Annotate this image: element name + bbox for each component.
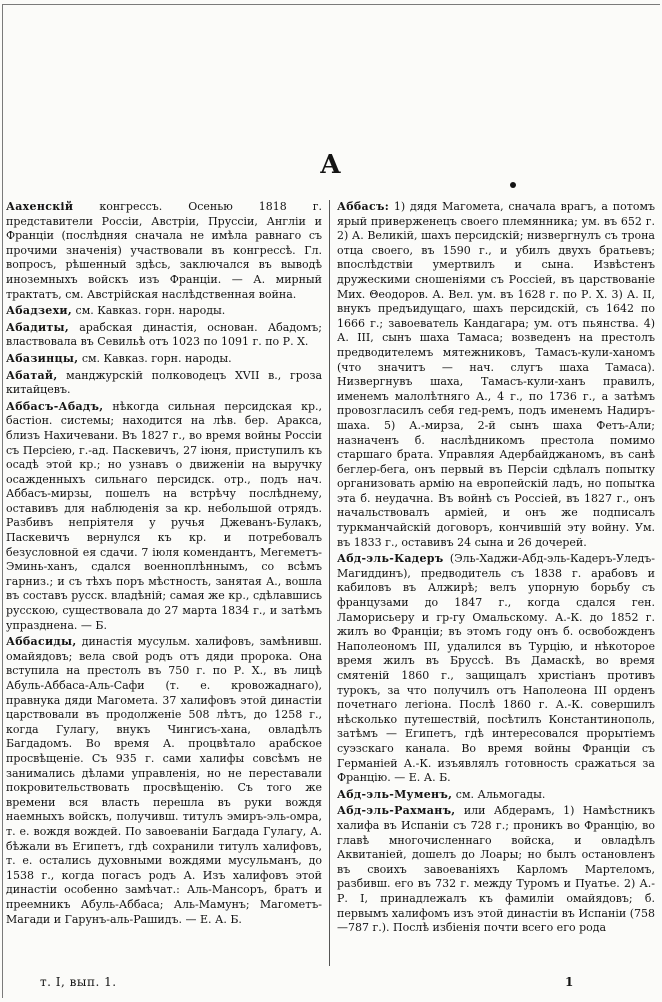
letter-heading: А: [319, 150, 343, 180]
entry-text: см. Кавказ. горн. народы.: [72, 304, 226, 318]
headword: Абадиты,: [6, 320, 69, 334]
headword: Аахенскій: [6, 200, 74, 213]
headword: Аббасъ-Абадъ,: [6, 399, 104, 413]
volume-footer: т. I, вып. 1.: [40, 975, 117, 989]
entry-text: или Абдерамъ, 1) Намѣстникъ халифа въ Испаніи съ 728 г.; проникъ во Францію, во главѣ многочисленнаго войска, и овладѣлъ Аквитаніей, дошелъ до Лоары; но былъ остановленъ въ своихъ завоеваніяхъ Карломъ Мартеломъ, разбивш. его въ 732 г. между Туромъ и Пуатье. 2) А.-Р. I, принадлежалъ къ фамиліи омайядовъ; б. первымъ халифомъ изъ этой династіи въ Испаніи (758—787 г.). Послѣ избіенія почти всего его рода: [337, 804, 655, 935]
right-column: [337, 200, 655, 968]
left-column: [6, 200, 322, 968]
entry-text: 1) дядя Магомета, сначала врагъ, а потомъ ярый приверженецъ своего племянника; ум. въ 652 г. 2) А. Великій, шахъ персидскій; низвергнулъ съ трона отца своего, въ 1590 г., и убилъ двухъ братьевъ; впослѣдствіи умертвилъ и сына. Извѣстенъ дружескими сношеніями съ Россіей, въ царствованіе Мих. Θеодоров. А. Вел. ум. въ 1628 г. по Р. Х. 3) А. II, внукъ предъидущаго, шахъ персидскій, съ 1642 по 1666 г.; завоеватель Кандагара; ум. отъ пьянства. 4) А. III, сынъ шаха Тамаса; возведенъ на престолъ предводителемъ мятежниковъ, Тамасъ-кули-ханомъ (что значитъ — нач. слугъ шаха Тамаса). Низвергнувъ шаха, Тамасъ-кули-ханъ правилъ, именемъ малолѣтняго А., 4 г., по 1736 г., а затѣмъ провозгласилъ себя гед-ремъ, подъ именемъ Надиръ-шаха. 5) А.-мирза, 2-й сынъ шаха Фетъ-Али; назначенъ б. наслѣдникомъ престола помимо старшаго брата. Управляя Адербайджаномъ, въ санѣ беглер-бега, онъ первый въ Персіи сдѣлалъ попытку организовать армію на европейскій ладъ, но попытка эта б. неудачна. Въ войнѣ съ Россіей, въ 1827 г., онъ начальствовалъ арміей, и онъ же подписалъ туркманчайскій договоръ, кончившій эту войну. Ум. въ 1833 г., оставивъ 24 сына и 26 дочерей.: [337, 200, 655, 549]
entry-text: (Эль-Хаджи-Абд-эль-Кадеръ-Уледъ-Магиддинъ), предводитель съ 1838 г. арабовъ и кабиловъ въ Алжирѣ; велъ упорную борьбу съ французами до 1847 г., когда сдался ген. Ламорисьеру и гр-гу Омальскому. А.-К. до 1852 г. жилъ во Франціи; въ этомъ году онъ б. освобожденъ Наполеономъ III, удалился въ Турцію, и нѣкоторое время жилъ въ Бруссѣ. Въ Дамаскѣ, во время смятеній 1860 г., защищалъ христіанъ противъ турокъ, за что получилъ отъ Наполеона III орденъ почетнаго легіона. Послѣ 1860 г. А.-К. совершилъ нѣсколько путешествій, посѣтилъ Константинополь, затѣмъ — Египетъ, гдѣ интересовался прорытіемъ суэзскаго канала. Во время войны Франціи съ Германіей А.-К. изъявлялъ готовность сражаться за Францію. — Е. А. Б.: [337, 552, 655, 785]
entry-text: см. Кавказ. горн. народы.: [78, 351, 232, 365]
entry-abd-el-kader: [337, 552, 655, 786]
entry-text: династія мусульм. халифовъ, замѣнивш. омайядовъ; вела свой родъ отъ дяди пророка. Она вступила на престолъ въ 750 г. по Р. Х., въ лицѣ Абуль-Аббаса-Аль-Сафи (т. е. кровожаднаго), правнука дяди Магомета. 37 халифовъ этой династіи царствовали въ продолженіе 508 лѣтъ, до 1258 г., когда Гулагу, внукъ Чингисъ-хана, овладѣлъ Багдадомъ. Во время А. процвѣтало арабское просвѣщеніе. Съ 935 г. сами халифы совсѣмъ не занимались дѣлами управленія, но не переставали покровительствовать просвѣщенію. Съ того же времени вся власть перешла въ руки вождя наемныхъ войскъ, получивш. титулъ эмиръ-эль-омра, т. е. вождя вождей. По завоеваніи Багдада Гулагу, А. бѣжали въ Египетъ, гдѣ сохранили титулъ халифовъ, т. е. остались духовными вождями мусульманъ, до 1538 г., когда погасъ родъ А. Изъ халифовъ этой династіи особенно замѣчат.: Аль-Мансоръ, братъ и преемникъ Абуль-Аббаса; Аль-Мамунъ; Магометъ-Магади и Гарунъ-аль-Рашидъ. — Е. А. Б.: [6, 635, 322, 926]
entry-abbas-abad: [6, 400, 322, 634]
entry-abbasids: [6, 635, 322, 927]
entry-text: арабская династія, основан. Абадомъ; властвовала въ Севильѣ отъ 1023 по 1091 г. по Р. Х.: [6, 320, 322, 349]
headword: Абатай,: [6, 368, 58, 382]
headword: Аббасъ:: [337, 200, 390, 213]
headword: Абд-эль-Кадеръ: [337, 552, 444, 566]
headword: Абадзехи,: [6, 304, 73, 318]
headword: Абд-эль-Рахманъ,: [337, 804, 456, 818]
entry-abazintsy: [6, 352, 322, 367]
entry-abadzekhi: [6, 304, 322, 319]
entry-text: конгрессъ. Осенью 1818 г. представители Россіи, Австріи, Пруссіи, Англіи и Франціи (послѣдняя сначала не имѣла равнаго съ прочими значенія) участвовали въ конгрессѣ. Гл. вопросъ, рѣшенный здѣсь, заключался въ выводѣ иноземныхъ войскъ изъ Франціи. — А. мирный трактатъ, см. Австрійская наслѣдственная война.: [6, 200, 322, 301]
ink-dot: [510, 182, 516, 188]
page-number: 1: [565, 975, 574, 989]
entry-abadity: [6, 321, 322, 350]
headword: Абд-эль-Муменъ,: [337, 787, 453, 801]
entry-text: манджурскій полководецъ XVII в., гроза китайцевъ.: [6, 368, 322, 397]
entry-text: нѣкогда сильная персидская кр., бастіон. системы; находится на лѣв. бер. Аракса, близъ Нахичевани. Въ 1827 г., во время войны Россіи съ Персіею, г.-ад. Паскевичъ, 27 іюня, приступилъ къ осадѣ этой кр.; но узнавъ о движеніи на выручку осажденныхъ сильнаго персидск. отр., подъ нач. Аббасъ-мирзы, пошелъ на встрѣчу послѣднему, оставивъ для наблюденія за кр. небольшой отрядъ. Разбивъ непріятеля у ручья Джеванъ-Булакъ, Паскевичъ вернулся къ кр. и потребовалъ безусловной ея сдачи. 7 іюля комендантъ, Мегеметъ-Эминь-ханъ, сдался военноплѣннымъ, со всѣмъ гарниз.; и съ тѣхъ поръ мѣстность, занятая А., вошла въ составъ русск. владѣній; самая же кр., сдѣлавшись русскою, существовала до 27 марта 1834 г., и затѣмъ упразднена. — Б.: [6, 399, 322, 632]
headword: Аббасиды,: [6, 635, 77, 649]
page-border-top: [2, 4, 660, 5]
entry-abd-el-rahman: [337, 804, 655, 935]
entry-aachen-congress: [6, 200, 322, 302]
entry-text: см. Альмогады.: [452, 787, 546, 801]
entry-abd-el-mumen: [337, 788, 655, 803]
headword: Абазинцы,: [6, 351, 79, 365]
entry-abatai: [6, 369, 322, 398]
column-divider: [329, 200, 330, 966]
entry-abbas: [337, 200, 655, 550]
